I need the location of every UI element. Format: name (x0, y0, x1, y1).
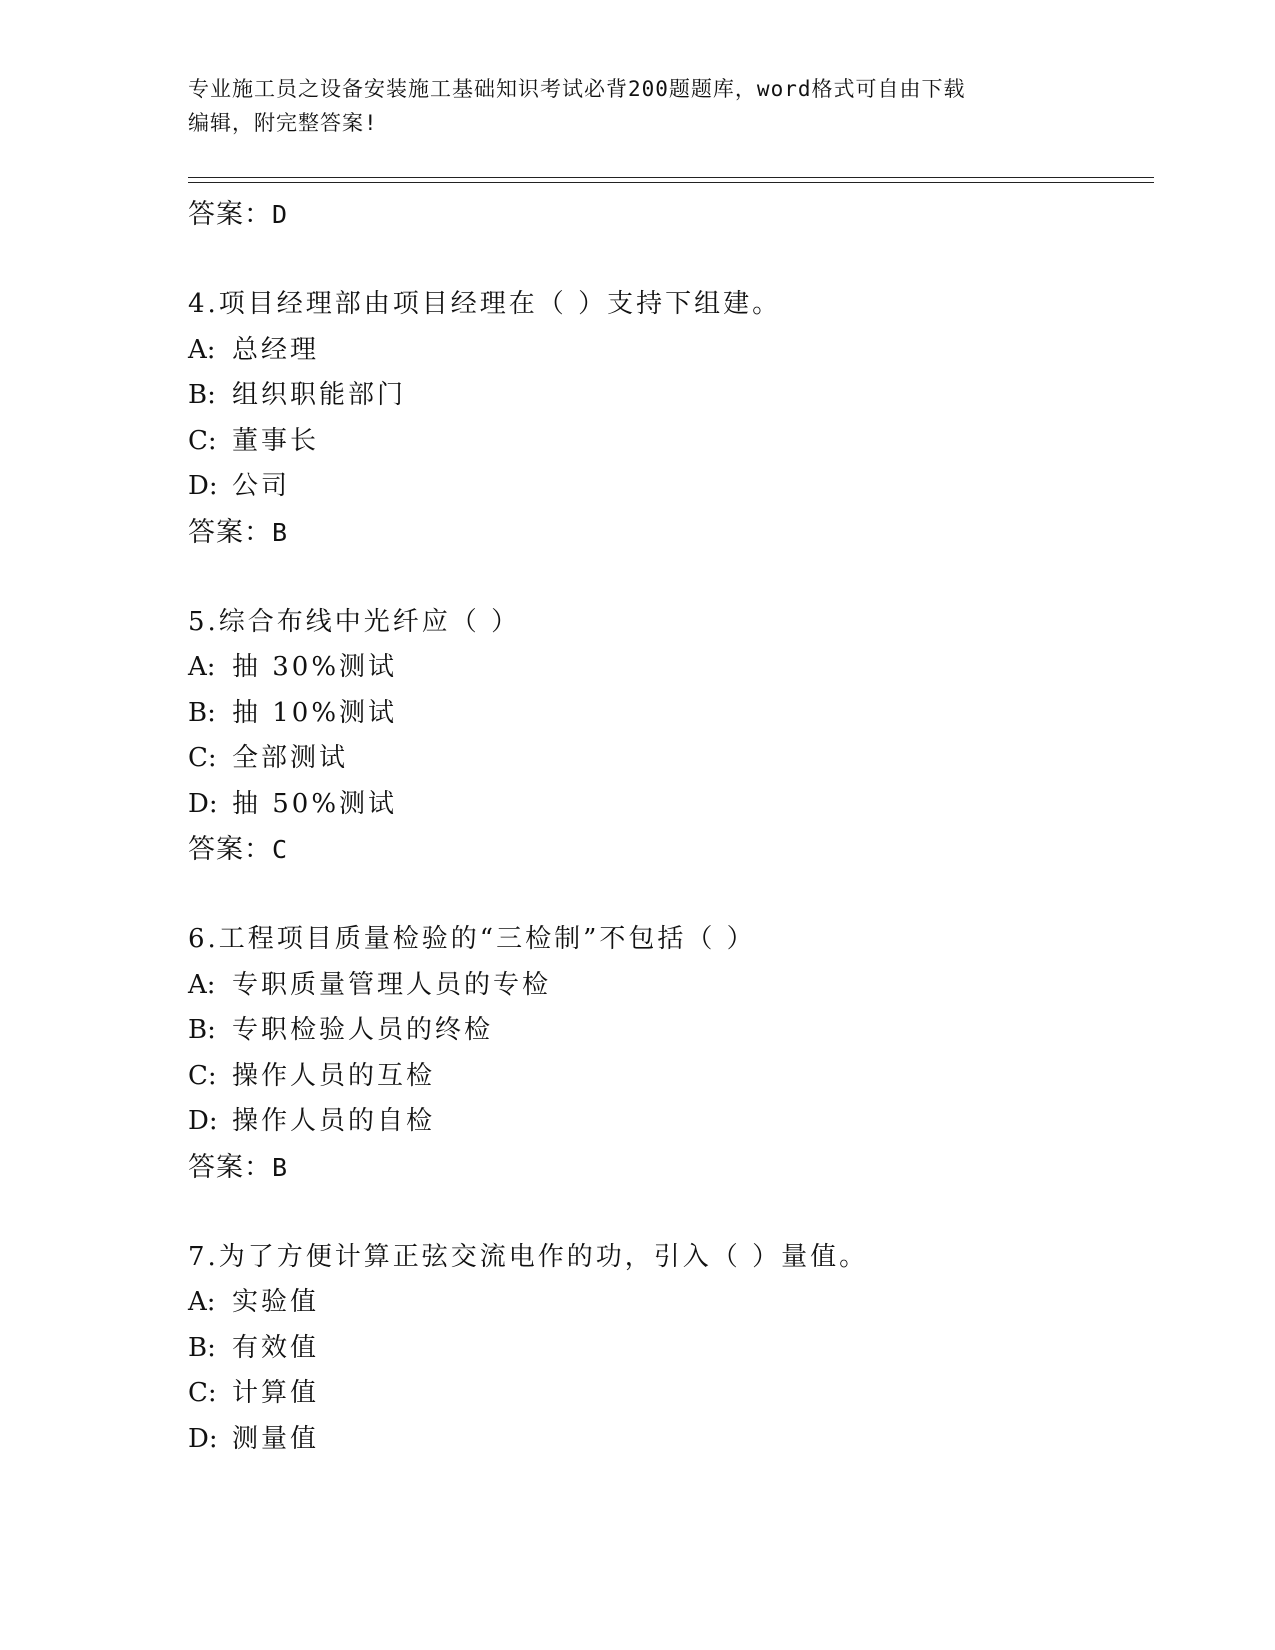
option-text: 抽 10%测试 (232, 697, 398, 728)
option-text: 公司 (232, 471, 291, 501)
option-a (188, 1280, 1148, 1326)
option-text: 计算值 (232, 1378, 320, 1408)
option-b (188, 691, 1148, 737)
question-7 (188, 1235, 1148, 1463)
answer-value: D (272, 200, 289, 229)
option-text: 组织职能部门 (232, 380, 407, 410)
answer-label: 答案： (188, 516, 272, 548)
answer-label: 答案： (188, 1151, 272, 1183)
option-c (188, 736, 1148, 782)
question-stem: 4.项目经理部由项目经理在（ ）支持下组建。 (188, 289, 782, 319)
option-text: 抽 50%测试 (232, 788, 398, 819)
header-line-1: 专业施工员之设备安装施工基础知识考试必背200题题库，word格式可自由下载 (188, 77, 966, 101)
option-d (188, 464, 1148, 510)
option-key: A: (188, 1287, 216, 1317)
option-key: A: (188, 334, 216, 365)
option-c (188, 1054, 1148, 1100)
answer-value: B (272, 517, 289, 547)
option-text: 专职检验人员的终检 (232, 1015, 494, 1045)
option-text: 操作人员的自检 (232, 1106, 436, 1136)
answer-line (188, 827, 1148, 873)
question-5 (188, 600, 1148, 874)
option-c (188, 1371, 1148, 1417)
answer-line (188, 510, 1148, 556)
document-body (188, 192, 1148, 1462)
option-b (188, 1326, 1148, 1372)
option-a (188, 963, 1148, 1009)
option-text: 专职质量管理人员的专检 (232, 969, 552, 1000)
answer-value: C (272, 835, 289, 864)
option-text: 全部测试 (232, 743, 349, 773)
option-a (188, 328, 1148, 374)
question-stem: 7.为了方便计算正弦交流电作的功，引入（ ）量值。 (188, 1241, 869, 1272)
option-key: C: (188, 743, 217, 773)
header-rule-bottom (188, 182, 1154, 183)
option-key: C: (188, 425, 217, 456)
header-rule-top (188, 177, 1154, 178)
option-key: B: (188, 380, 216, 410)
option-key: C: (188, 1060, 217, 1091)
document-header (188, 72, 1108, 140)
option-key: D: (188, 1106, 218, 1136)
answer-label: 答案： (188, 834, 272, 865)
header-line-2: 编辑，附完整答案! (188, 111, 378, 135)
option-key: B: (188, 1332, 216, 1363)
option-d (188, 1417, 1148, 1463)
question-stem: 5.综合布线中光纤应（ ） (188, 606, 521, 637)
option-text: 抽 30%测试 (232, 652, 398, 682)
option-key: D: (188, 1423, 218, 1454)
option-c (188, 419, 1148, 465)
option-text: 实验值 (232, 1287, 320, 1317)
option-b (188, 1008, 1148, 1054)
option-text: 董事长 (232, 425, 320, 456)
option-a (188, 645, 1148, 691)
answer-line (188, 1145, 1148, 1191)
option-key: C: (188, 1378, 217, 1408)
question-6 (188, 917, 1148, 1191)
option-d (188, 1099, 1148, 1145)
question-4 (188, 282, 1148, 556)
option-key: B: (188, 1015, 216, 1045)
question-stem: 6.工程项目质量检验的“三检制”不包括（ ） (188, 924, 756, 954)
option-d (188, 782, 1148, 828)
answer-label: 答案： (188, 199, 272, 230)
option-text: 操作人员的互检 (232, 1060, 436, 1091)
option-key: D: (188, 788, 218, 819)
option-b (188, 373, 1148, 419)
option-text: 有效值 (232, 1332, 320, 1363)
option-text: 测量值 (232, 1423, 320, 1454)
option-key: A: (188, 652, 216, 682)
option-key: D: (188, 471, 218, 501)
option-text: 总经理 (232, 334, 320, 365)
option-key: B: (188, 697, 216, 728)
answer-line (188, 192, 1148, 238)
option-key: A: (188, 969, 216, 1000)
answer-value: B (272, 1152, 289, 1182)
